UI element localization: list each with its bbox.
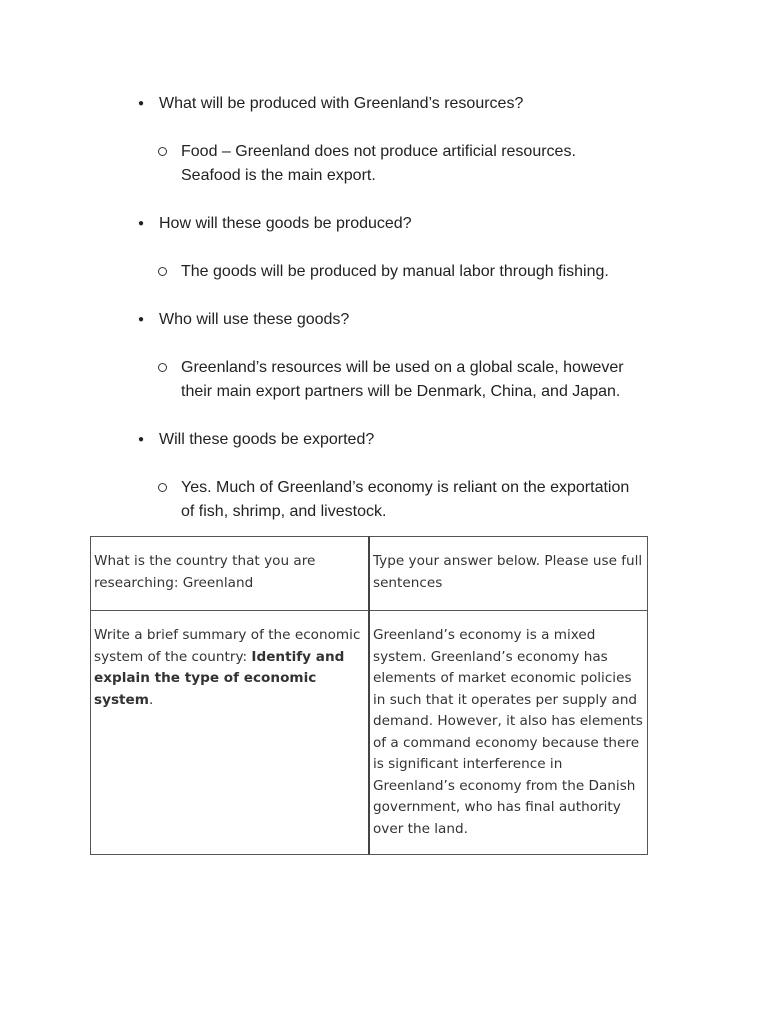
answer-1-line-1: Food – Greenland does not produce artificial resources.	[181, 143, 576, 160]
answer-3	[181, 356, 681, 404]
summary-answer-cell: Greenland’s economy is a mixed system. Greenland’s economy has elements of market economic policies in such that it operates per supply and demand. However, it also has elements of a command economy because there is significant interference in Greenland’s economy from the Danish government, who has final authority over the land.	[369, 611, 648, 855]
question-4: Will these goods be exported?	[159, 431, 375, 448]
answer-4-line-1: Yes. Much of Greenland’s economy is reliant on the exportation	[181, 479, 630, 496]
sub-bullet-circle	[158, 147, 167, 156]
answer-3-line-2: their main export partners will be Denmark, China, and Japan.	[181, 383, 621, 400]
question-1: What will be produced with Greenland’s resources?	[159, 95, 524, 112]
answer-1-line-2: Seafood is the main export.	[181, 167, 376, 184]
sub-bullet-circle	[158, 363, 167, 372]
bullet-dot: ●	[138, 434, 145, 445]
bullet-dot: ●	[138, 218, 145, 229]
answer-3-line-1: Greenland’s resources will be used on a global scale, however	[181, 359, 624, 376]
answer-4-line-2: of fish, shrimp, and livestock.	[181, 503, 387, 520]
answer-2	[181, 260, 681, 284]
sub-bullet-circle	[158, 483, 167, 492]
sub-bullet-circle	[158, 267, 167, 276]
summary-prompt-bold: Identify and explain the type of economic system	[94, 648, 345, 708]
answer-4	[181, 476, 681, 524]
summary-prompt-cell	[91, 611, 369, 855]
country-prompt-cell: What is the country that you are researching: Greenland	[91, 537, 369, 611]
summary-prompt-text: Write a brief summary of the economic system of the country:	[94, 627, 361, 665]
table-row	[91, 611, 648, 855]
table-row	[91, 537, 648, 611]
economic-system-table	[90, 536, 648, 855]
answer-2-line-1: The goods will be produced by manual labor through fishing.	[181, 263, 609, 280]
summary-prompt-suffix: .	[148, 691, 154, 708]
bullet-dot: ●	[138, 98, 145, 109]
bullet-dot: ●	[138, 314, 145, 325]
question-3: Who will use these goods?	[159, 311, 350, 328]
answer-instruction-cell: Type your answer below. Please use full sentences	[369, 537, 648, 611]
answer-1	[181, 140, 681, 188]
question-2: How will these goods be produced?	[159, 215, 412, 232]
